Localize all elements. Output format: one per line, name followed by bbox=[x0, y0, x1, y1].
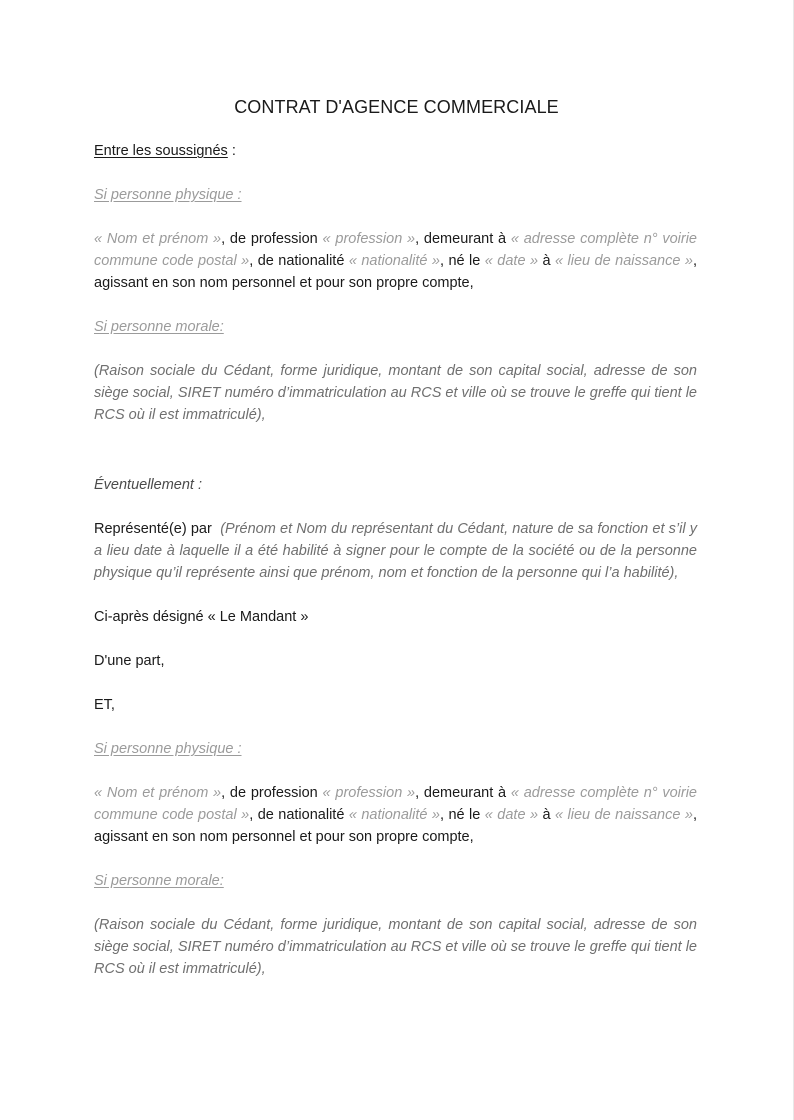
text-nationalite-label: , de nationalité bbox=[249, 253, 349, 269]
placeholder-date: « date » bbox=[484, 253, 539, 269]
text-a: à bbox=[538, 807, 556, 823]
placeholder-nationalite: « nationalité » bbox=[348, 253, 440, 269]
party-two-physical-body bbox=[94, 782, 697, 848]
spacer bbox=[94, 760, 697, 782]
intro-heading-label: Entre les soussignés bbox=[94, 143, 228, 159]
text-a: à bbox=[538, 253, 556, 269]
intro-heading bbox=[94, 140, 697, 162]
spacer bbox=[94, 496, 697, 518]
party-one-physical-body bbox=[94, 228, 697, 294]
first-part-label: D'une part, bbox=[94, 653, 165, 669]
eventually-label: Éventuellement : bbox=[94, 477, 203, 493]
spacer bbox=[94, 848, 697, 870]
et-label: ET, bbox=[94, 697, 115, 713]
spacer bbox=[94, 294, 697, 316]
text-demeurant: , demeurant à bbox=[415, 785, 511, 801]
text-ne-le: , né le bbox=[439, 807, 485, 823]
party-one-physical-heading: Si personne physique : bbox=[94, 187, 242, 203]
text-agissant: , agissant en son nom personnel et pour son propre compte, bbox=[94, 807, 697, 845]
spacer-large bbox=[94, 426, 697, 474]
intro-heading-colon: : bbox=[227, 143, 236, 159]
spacer bbox=[94, 206, 697, 228]
text-agissant: , agissant en son nom personnel et pour son propre compte, bbox=[94, 253, 697, 291]
placeholder-date: « date » bbox=[484, 807, 539, 823]
spacer bbox=[94, 672, 697, 694]
text-profession-label: , de profession bbox=[221, 785, 323, 801]
designation-mandant: Ci-après désigné « Le Mandant » bbox=[94, 609, 309, 625]
placeholder-nom-prenom: « Nom et prénom » bbox=[94, 785, 222, 801]
represented-body: (Prénom et Nom du représentant du Cédant, nature de sa fonction et s’il y a lieu date à laquelle il a été habilité à signer pour le compte de la société ou de la personne physique qu’il représente ainsi que prénom, nom et fonction de la personne qui l’a habilité), bbox=[94, 521, 698, 581]
spacer bbox=[94, 716, 697, 738]
placeholder-adresse: « adresse complète n° voirie commune code postal » bbox=[94, 785, 697, 823]
party-two-moral-heading: Si personne morale: bbox=[94, 873, 224, 889]
represented-label: Représenté(e) par bbox=[94, 521, 212, 537]
text-nationalite-label: , de nationalité bbox=[249, 807, 349, 823]
represented-paragraph bbox=[94, 518, 697, 584]
spacer bbox=[94, 628, 697, 650]
placeholder-nationalite: « nationalité » bbox=[348, 807, 440, 823]
party-one-moral-heading: Si personne morale: bbox=[94, 319, 224, 335]
spacer bbox=[94, 338, 697, 360]
spacer bbox=[94, 162, 697, 184]
placeholder-profession: « profession » bbox=[322, 231, 416, 247]
text-demeurant: , demeurant à bbox=[415, 231, 511, 247]
document-body bbox=[94, 140, 697, 980]
page-title: CONTRAT D'AGENCE COMMERCIALE bbox=[234, 97, 559, 117]
text-profession-label: , de profession bbox=[221, 231, 323, 247]
placeholder-lieu-naissance: « lieu de naissance » bbox=[555, 807, 693, 823]
spacer-inline bbox=[212, 521, 220, 537]
placeholder-adresse: « adresse complète n° voirie commune code postal » bbox=[94, 231, 697, 269]
spacer bbox=[94, 584, 697, 606]
placeholder-lieu-naissance: « lieu de naissance » bbox=[555, 253, 693, 269]
party-one-moral-body: (Raison sociale du Cédant, forme juridique, montant de son capital social, adresse de son siège social, SIRET numéro d’immatriculation au RCS et ville où se trouve le greffe qui tient le RCS où il est immatriculé), bbox=[94, 363, 697, 423]
placeholder-nom-prenom: « Nom et prénom » bbox=[94, 231, 222, 247]
spacer bbox=[94, 892, 697, 914]
party-two-moral-body: (Raison sociale du Cédant, forme juridique, montant de son capital social, adresse de son siège social, SIRET numéro d’immatriculation au RCS et ville où se trouve le greffe qui tient le RCS où il est immatriculé), bbox=[94, 917, 697, 977]
placeholder-profession: « profession » bbox=[322, 785, 416, 801]
text-ne-le: , né le bbox=[439, 253, 485, 269]
party-two-physical-heading: Si personne physique : bbox=[94, 741, 242, 757]
